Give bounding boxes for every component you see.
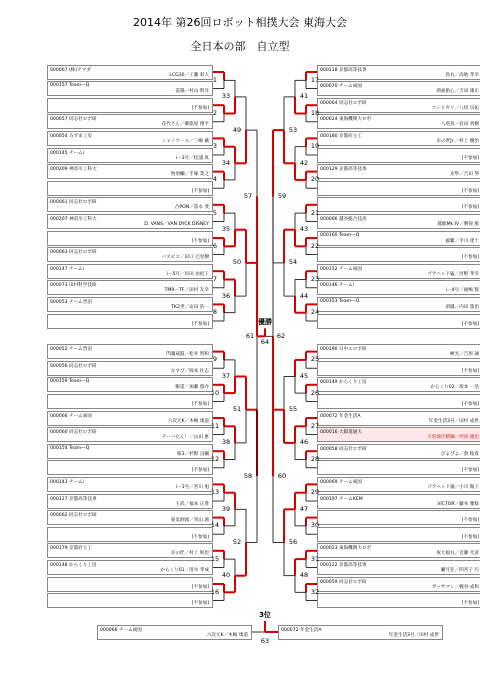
match-number: 64: [260, 337, 270, 346]
match-number: 37: [221, 372, 231, 380]
match-number: 51: [232, 405, 242, 414]
match-number: 53: [288, 125, 298, 134]
entry-team-id: 000145 チームi: [50, 150, 85, 156]
match-number: 27: [310, 421, 320, 430]
entry-team-id: 000066 チーム両国: [100, 627, 142, 633]
entry-player: コシヒカリ／八切 宗拓: [431, 105, 479, 111]
match-number: 6: [212, 241, 218, 250]
match-number: 15: [210, 554, 220, 563]
entry-player: TK2世／安田 浩一: [171, 304, 209, 310]
entry-team-id: 000180 京都府立工: [320, 133, 362, 139]
entry-player: ゴアヘッド猛／河野 孝幸: [427, 271, 479, 277]
match-number: 25: [310, 355, 320, 364]
match-number: 60: [277, 471, 287, 480]
match-number: 40: [221, 571, 231, 580]
entry-player: 須鳳／内田 篤治: [445, 304, 479, 310]
entry-team-id: 000118 京都高等技専: [320, 67, 367, 73]
match-number: 26: [310, 388, 320, 397]
match-number: 8: [212, 308, 218, 317]
match-number: 45: [299, 372, 309, 380]
entry-player: 八咫鳥／岩田 勇樹: [440, 122, 479, 128]
entry-player: ガッサマン／梶谷 成和: [431, 584, 479, 590]
entry-player: 大電通氏精鋼／西原 頭也: [427, 435, 479, 441]
entry-player: 桜3／杉野 良輔: [177, 451, 209, 457]
entry-team-id: 000159 Team―Q: [50, 379, 90, 385]
entry-player: [不参加]: [461, 188, 479, 194]
match-number: 23: [310, 275, 320, 283]
match-number: 36: [221, 291, 231, 300]
entry-player: からくり01／清水 孝成: [160, 567, 209, 573]
entry-team-id: 000066 チーム両国: [50, 413, 92, 419]
match-number: 24: [310, 308, 320, 317]
entry-team-id: 000066 越谷総合技高: [320, 216, 367, 222]
match-number: 11: [210, 421, 220, 430]
entry-player: 凸PON／冨永 斐: [174, 205, 209, 211]
entry-team-id: 000148 からくり工房: [50, 562, 97, 568]
entry-team-id: 000072 年金生活A: [281, 627, 322, 633]
match-number: 52: [232, 538, 242, 546]
entry-player: 京隼／吉田 努: [449, 172, 479, 178]
entry-team-id: 000057 同志社ロボ研: [50, 117, 97, 123]
entry-player: 年金生活3号／田村 成世: [388, 632, 439, 638]
entry-player: i－3号／松浦 真: [175, 155, 209, 161]
entry-team-id: 000059 同志社ロボ研: [320, 579, 367, 585]
entry-player: 京の匠／村上 和也: [170, 551, 209, 557]
match-number: 19: [310, 142, 320, 151]
entry-team-id: 000069 チーム両国: [320, 479, 362, 485]
match-number: 42: [299, 158, 309, 167]
entry-team-id: 000127 京都高等技専: [50, 496, 97, 502]
match-number: 56: [288, 538, 298, 546]
entry-player: i－5号／岸田 由紀子: [166, 271, 209, 277]
match-number: 3位: [259, 610, 271, 619]
entry-player: 六次元K／木嶋 康道: [167, 418, 209, 424]
entry-team-id: 000072 年金生活A: [320, 413, 361, 419]
entry-player: [不参加]: [461, 321, 479, 327]
entry-player: 越総Mk IV／勝俣 航: [437, 221, 479, 227]
match-number: 31: [310, 554, 320, 563]
match-number: 32: [310, 587, 320, 596]
entry-player: [不参加]: [191, 601, 209, 607]
entry-team-id: 000067 (株)アマダ: [50, 67, 91, 73]
entry-player: i－1号／宮川 旭: [175, 484, 209, 490]
entry-player: 京の匠Jr.／村上 優治: [436, 138, 479, 144]
entry-player: [不参加]: [191, 188, 209, 194]
entry-team-id: 000207 神奈川工科大: [50, 216, 97, 222]
match-number: 18: [310, 109, 320, 117]
entry-player: LCG30／工藤 彩人: [169, 72, 209, 78]
entry-player: 閃魂竜鼓／松井 智和: [166, 352, 209, 358]
entry-player: 風覇／平川 達士: [445, 238, 479, 244]
entry-player: [不参加]: [461, 255, 479, 261]
match-number: 55: [288, 405, 298, 414]
entry-player: 極光／吉原 誠: [449, 352, 479, 358]
entry-player: VICTOR／藤木 雅稔: [437, 501, 479, 507]
entry-player: なすび／岡本 壮志: [170, 368, 209, 374]
entry-player: 花代さん／御旅屋 翔平: [161, 122, 209, 128]
entry-team-id: 000023 東海機関大ロボ: [320, 546, 372, 552]
match-number: 35: [221, 225, 231, 234]
entry-player: [不参加]: [461, 534, 479, 540]
entry-player: テーバたん！／山田 惠: [161, 435, 209, 441]
entry-team-id: 000143 チームi: [50, 479, 85, 485]
match-number: 16: [210, 587, 220, 596]
entry-team-id: 000209 神奈川工科大: [50, 167, 97, 173]
entry-team-id: 000154 Team―Q: [50, 445, 90, 451]
match-number: 49: [232, 125, 242, 134]
entry-player: バスピエ／田口 巴里樹: [161, 255, 209, 261]
entry-team-id: 000054 みずま工房: [50, 133, 92, 139]
entry-player: [不参加]: [461, 468, 479, 474]
match-number: 5: [212, 208, 218, 217]
match-number: 38: [221, 438, 231, 447]
match-number: 48: [299, 571, 309, 580]
match-number: 62: [276, 331, 286, 340]
match-number: 47: [299, 504, 309, 513]
entry-player: 王武／福本 正豊: [175, 501, 209, 507]
entry-player: 瀬月狂／四宮子 巧: [440, 567, 479, 573]
entry-player: 六次元K／木嶋 康道: [206, 632, 248, 638]
entry-team-id: 000070 チーム両国: [320, 84, 362, 90]
match-number: 13: [210, 488, 220, 497]
match-number: 28: [310, 455, 320, 463]
match-number: 14: [210, 521, 220, 530]
entry-player: [不参加]: [461, 368, 479, 374]
entry-player: 酒豪旅心／吉田 康正: [436, 89, 479, 95]
match-number: 1: [212, 75, 218, 84]
entry-player: 雷陽／村山 智洋: [175, 89, 209, 95]
entry-team-id: 000197 チームKEM: [320, 496, 363, 502]
entry-team-id: 000058 同志社ロボ研: [320, 446, 367, 452]
entry-player: TMR－TF／田村 友幸: [164, 288, 209, 294]
entry-player: 東気洞流／青山 凛: [170, 518, 209, 524]
match-number: 22: [310, 241, 320, 250]
entry-player: [不参加]: [191, 105, 209, 111]
entry-team-id: 000160 Team―Q: [320, 232, 360, 238]
entry-team-id: 000179 京都府立工: [50, 546, 92, 552]
match-number: 17: [310, 75, 320, 84]
match-number: 41: [299, 92, 309, 101]
match-number: 20: [310, 175, 320, 184]
entry-team-id: 000060 同志社ロボ研: [50, 430, 97, 436]
match-number: 57: [243, 192, 253, 200]
page-subtitle: 全日本の部 自立型: [190, 40, 290, 53]
entry-player: [不参加]: [191, 401, 209, 407]
match-number: 29: [310, 488, 320, 497]
match-number: 7: [212, 275, 218, 283]
entry-team-id: 000146 チームi: [320, 283, 355, 289]
entry-player: 年金生活3号／田村 成世: [428, 418, 479, 424]
entry-team-id: 000157 Team―Q: [50, 83, 90, 89]
entry-player: [不参加]: [191, 584, 209, 590]
match-number: 39: [221, 504, 231, 513]
entry-team-id: 000073 田村科学技研: [50, 283, 97, 289]
match-number: 61: [245, 331, 255, 340]
entry-team-id: 000016 大阪電通大: [320, 430, 362, 436]
entry-team-id: 000062 同志社ロボ研: [50, 513, 97, 519]
entry-player: シャノワール／三嶋 蕭: [161, 138, 209, 144]
entry-player: D. VANS／VAN DYCK DISNEY: [144, 221, 209, 227]
entry-team-id: 000190 日中エロボ研: [320, 347, 367, 353]
entry-player: ゴアヘッド藻／小川 陽子: [427, 484, 479, 490]
entry-player: [不参加]: [461, 401, 479, 407]
entry-team-id: 000152 チーム両国: [320, 266, 362, 272]
entry-team-id: 000149 からくり工房: [320, 380, 367, 386]
match-number: 54: [288, 258, 298, 267]
match-number: 10: [210, 388, 220, 397]
match-number: 46: [299, 438, 309, 447]
match-number: 59: [277, 192, 287, 200]
entry-player: [不参加]: [191, 321, 209, 327]
match-number: 30: [310, 521, 320, 530]
entry-team-id: 000056 同志社ロボ研: [50, 363, 97, 369]
entry-player: 鳥丸／高地 孝幸: [445, 72, 479, 78]
entry-team-id: 000122 京都高等技専: [320, 562, 367, 568]
entry-player: i－4号／福嶋 賢: [445, 288, 479, 294]
match-number: 9: [212, 355, 218, 364]
entry-player: 夜大福丸／近藤 光彦: [436, 551, 479, 557]
entry-team-id: 000129 京都高等技専: [320, 167, 367, 173]
entry-team-id: 000024 東海機関大ロボ: [320, 117, 372, 123]
match-number: 優勝: [258, 317, 272, 326]
match-number: 2: [212, 109, 218, 117]
entry-team-id: 000061 同志社ロボ研: [50, 200, 97, 206]
match-number: 21: [310, 208, 320, 217]
match-number: 3: [212, 142, 218, 151]
entry-team-id: 000053 チーム晋沼: [50, 299, 92, 305]
entry-player: [不参加]: [461, 155, 479, 161]
entry-player: [不参加]: [461, 518, 479, 524]
match-number: 43: [299, 225, 309, 234]
match-number: 34: [221, 158, 231, 167]
match-number: 44: [299, 291, 309, 300]
entry-team-id: 000064 同志社ロボ研: [320, 100, 367, 106]
match-number: 12: [210, 455, 220, 463]
entry-player: [不参加]: [191, 534, 209, 540]
entry-team-id: 000147 チームi: [50, 266, 85, 272]
entry-team-id: 000063 同志社ロボ研: [50, 250, 97, 256]
match-number: 33: [221, 92, 231, 101]
entry-player: 致須欄／手塚 業之: [170, 172, 209, 178]
entry-player: [不参加]: [461, 205, 479, 211]
entry-team-id: 000052 チーム晋沼: [50, 347, 92, 353]
entry-player: ぴよぴよ／倉 稔貴: [440, 451, 479, 457]
entry-team-id: 000153 Team―Q: [320, 298, 360, 304]
match-number: 63: [260, 636, 270, 645]
match-number: 50: [232, 258, 242, 267]
page-title: 2014年 第26回ロボット相撲大会 東海大会: [133, 16, 347, 29]
entry-player: [不参加]: [191, 238, 209, 244]
entry-player: 駆雷／加藤 悠介: [175, 385, 209, 391]
entry-player: からくり02／坂本 一浩: [430, 385, 479, 391]
entry-player: [不参加]: [461, 601, 479, 607]
match-number: 58: [243, 471, 253, 480]
entry-player: [不参加]: [191, 468, 209, 474]
match-number: 4: [212, 175, 218, 184]
